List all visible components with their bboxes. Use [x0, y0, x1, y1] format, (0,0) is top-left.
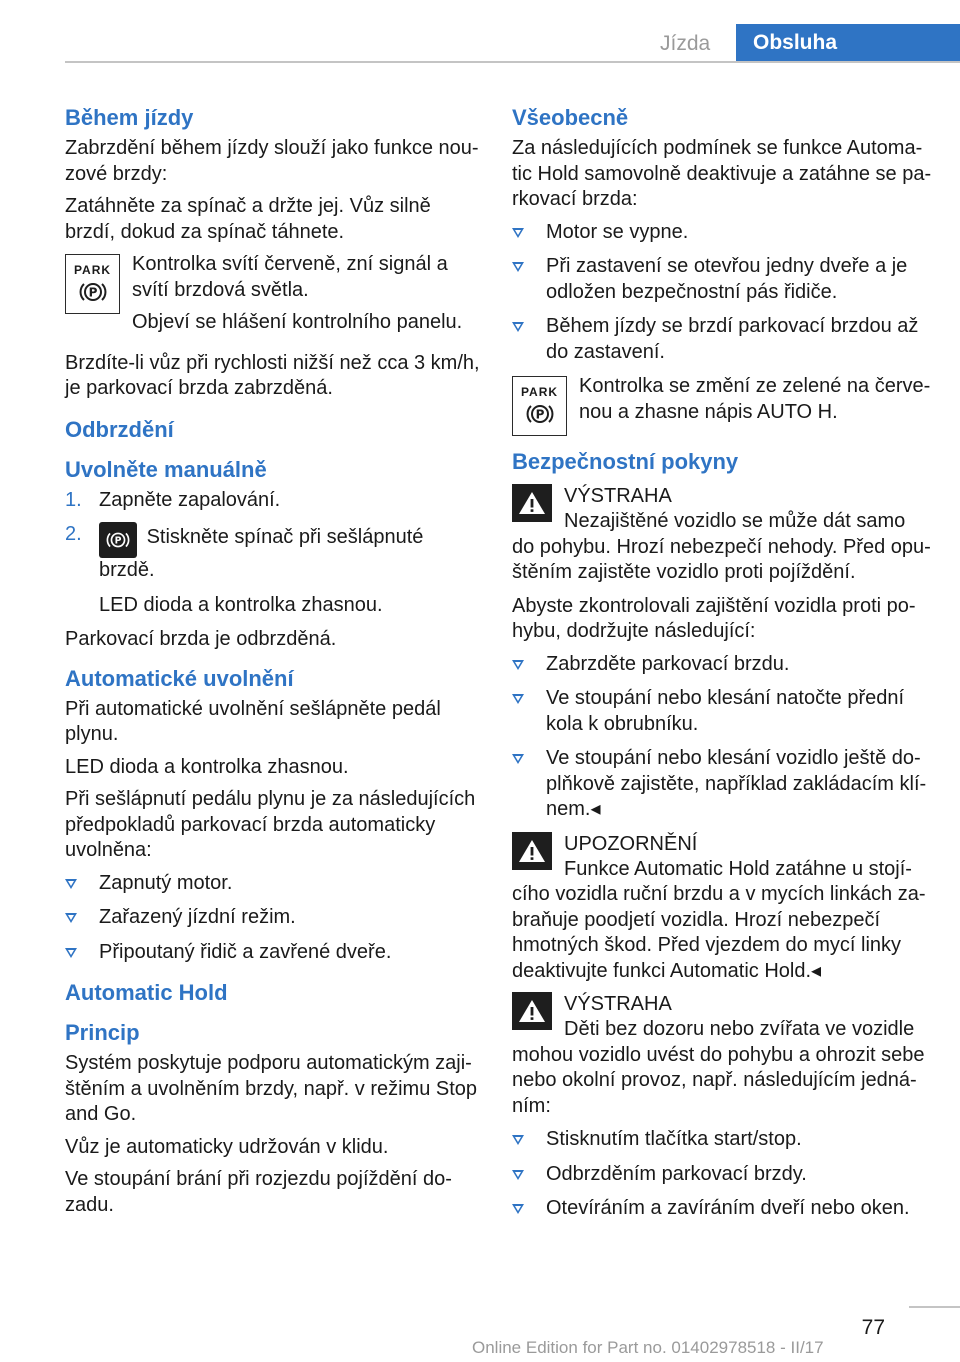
- step-text: Stiskněte spínač při sešlápnuté brzdě.: [99, 526, 424, 581]
- edition-note: Online Edition for Part no. 01402978518 - II/17: [472, 1338, 824, 1357]
- release-steps: [65, 488, 480, 619]
- paragraph: Brzdíte‐li vůz při rychlosti nižší než cca 3 km/h, je parkovací brzda zabrzděná.: [65, 351, 480, 399]
- right-column: [512, 104, 932, 1231]
- indicator-text: Kontrolka se změní ze zelené na červe‐nou a zhasne nápis AUTO H.: [579, 375, 931, 423]
- warning-title: VÝSTRAHA: [564, 993, 672, 1015]
- paragraph: Vůz je automaticky udržován v klidu.: [65, 1135, 389, 1158]
- indicator-note: [512, 374, 932, 436]
- list-item: Připoutaný řidič a zavřené dveře.: [65, 940, 480, 966]
- park-label: PARK: [73, 262, 112, 277]
- svg-text:P: P: [535, 407, 544, 421]
- heading-release: Odbrzdění: [65, 416, 174, 442]
- step-subtext: LED dioda a kontrolka zhasnou.: [99, 593, 383, 616]
- caution-text: Funkce Automatic Hold zatáhne u stojí‐cího vozidla ruční brzdu a v mycích linkách za‐braňuje poodjetí vozidla. Hrozí nebezpečí hmotných škod. Před vjezdem do mycí linky deaktivujte funkci Automatic Hold.◂: [512, 857, 926, 982]
- caution-block: [512, 832, 932, 985]
- bullet-triangle-icon: [512, 694, 524, 704]
- list-item: Zařazený jízdní režim.: [65, 905, 480, 931]
- bullet-triangle-icon: [512, 322, 524, 332]
- bullet-triangle-icon: [65, 879, 77, 889]
- svg-text:P: P: [114, 535, 122, 547]
- bullet-triangle-icon: [512, 754, 524, 764]
- bullet-triangle-icon: [512, 262, 524, 272]
- list-item: Stisknutím tlačítka start/stop.: [512, 1127, 932, 1153]
- deactivation-conditions: [512, 220, 932, 366]
- paragraph: Systém poskytuje podporu automatickým zaji‐štěním a uvolněním brzdy, např. v režimu Stop and Go.: [65, 1052, 478, 1125]
- paragraph: Parkovací brzda je odbrzděná.: [65, 628, 337, 650]
- heading-auto-hold: Automatic Hold: [65, 980, 228, 1005]
- indicator-text: Objeví se hlášení kontrolního panelu.: [132, 311, 463, 333]
- parking-brake-button-icon: [99, 522, 137, 558]
- warning-block: [512, 484, 932, 586]
- list-item: [65, 522, 480, 618]
- heading-auto-release: Automatické uvolnění: [65, 665, 294, 691]
- caution-title: UPOZORNĚNÍ: [564, 832, 698, 855]
- child-animal-actions: [512, 1127, 932, 1222]
- list-item: Ve stoupání nebo klesání vozidlo ještě do‐plňkově zajistěte, například zakládacím klí‐nem.◂: [512, 746, 932, 823]
- paragraph: Zatáhněte za spínač a držte jej. Vůz silně brzdí, dokud za spínač táhnete.: [65, 195, 431, 243]
- warning-triangle-icon: [512, 992, 552, 1030]
- heading-general: Všeobecně: [512, 105, 629, 130]
- paragraph: Ve stoupání brání při rozjezdu pojíždění do‐zadu.: [65, 1168, 452, 1216]
- list-item: [65, 488, 480, 514]
- list-item: Odbrzděním parkovací brzdy.: [512, 1162, 932, 1188]
- paragraph: Za následujících podmínek se funkce Automa‐tic Hold samovolně deaktivuje a zatáhne se pa‐rkovací brzda:: [512, 137, 932, 210]
- list-item: Otevíráním a zavíráním dveří nebo oken.: [512, 1196, 932, 1222]
- list-item: Při zastavení se otevřou jedny dveře a je odložen bezpečnostní pás řidiče.: [512, 254, 932, 305]
- list-item: Zapnutý motor.: [65, 871, 480, 897]
- bullet-triangle-icon: [512, 1204, 524, 1214]
- park-brake-indicator-icon: [65, 254, 120, 314]
- warning-text: Nezajištěné vozidlo se může dát samo do pohybu. Hrozí nebezpečí nehody. Před opu‐štěním zajistěte vozidlo proti pojíždění.: [512, 510, 931, 583]
- securing-steps: [512, 652, 932, 823]
- warning-block: [512, 992, 932, 1119]
- header-rule: [65, 61, 960, 63]
- indicator-note: [65, 252, 480, 343]
- page-number: 77: [861, 1316, 885, 1339]
- paragraph: Zabrzdění během jízdy slouží jako funkce nou‐zové brzdy:: [65, 137, 479, 185]
- list-item: Zabrzděte parkovací brzdu.: [512, 652, 932, 678]
- bullet-triangle-icon: [65, 913, 77, 923]
- list-item: Motor se vypne.: [512, 220, 932, 246]
- footer-rule: [909, 1306, 960, 1308]
- svg-text:P: P: [88, 285, 97, 299]
- header-section-jizda: Jízda: [660, 32, 711, 55]
- step-number: 2.: [65, 523, 82, 545]
- left-column: [65, 104, 480, 1225]
- bullet-triangle-icon: [512, 660, 524, 670]
- heading-manual-release: Uvolněte manuálně: [65, 456, 267, 482]
- header-chapter-obsluha: Obsluha: [736, 24, 960, 62]
- heading-during-drive: Během jízdy: [65, 105, 194, 130]
- heading-safety: Bezpečnostní pokyny: [512, 449, 739, 474]
- paragraph: Při sešlápnutí pedálu plynu je za následujících předpokladů parkovací brzda automaticky uvolněna:: [65, 788, 476, 861]
- bullet-triangle-icon: [512, 228, 524, 238]
- step-text: Zapněte zapalování.: [99, 488, 281, 511]
- bullet-triangle-icon: [512, 1135, 524, 1145]
- paragraph: LED dioda a kontrolka zhasnou.: [65, 755, 349, 778]
- list-item: Během jízdy se brzdí parkovací brzdou až do zastavení.: [512, 314, 932, 365]
- park-brake-indicator-icon: [512, 376, 567, 436]
- park-label: PARK: [520, 384, 559, 399]
- bullet-triangle-icon: [65, 948, 77, 958]
- indicator-text: Kontrolka svítí červeně, zní signál a svítí brzdová světla.: [132, 253, 448, 301]
- paragraph: Při automatické uvolnění sešlápněte pedál plynu.: [65, 697, 441, 745]
- warning-title: VÝSTRAHA: [564, 485, 672, 507]
- bullet-triangle-icon: [512, 1170, 524, 1180]
- list-item: Ve stoupání nebo klesání natočte přední kola k obrubníku.: [512, 686, 932, 737]
- warning-text: Děti bez dozoru nebo zvířata ve vozidle mohou vozidlo uvést do pohybu a ohrozit sebe nebo okolní provoz, např. následujícím jedná‐ním:: [512, 1018, 925, 1117]
- paragraph: Abyste zkontrolovali zajištění vozidla proti po‐hybu, dodržujte následující:: [512, 594, 916, 642]
- warning-triangle-icon: [512, 832, 552, 870]
- heading-principle: Princip: [65, 1020, 140, 1045]
- auto-release-conditions: [65, 871, 480, 966]
- step-number: 1.: [65, 488, 82, 511]
- warning-triangle-icon: [512, 484, 552, 522]
